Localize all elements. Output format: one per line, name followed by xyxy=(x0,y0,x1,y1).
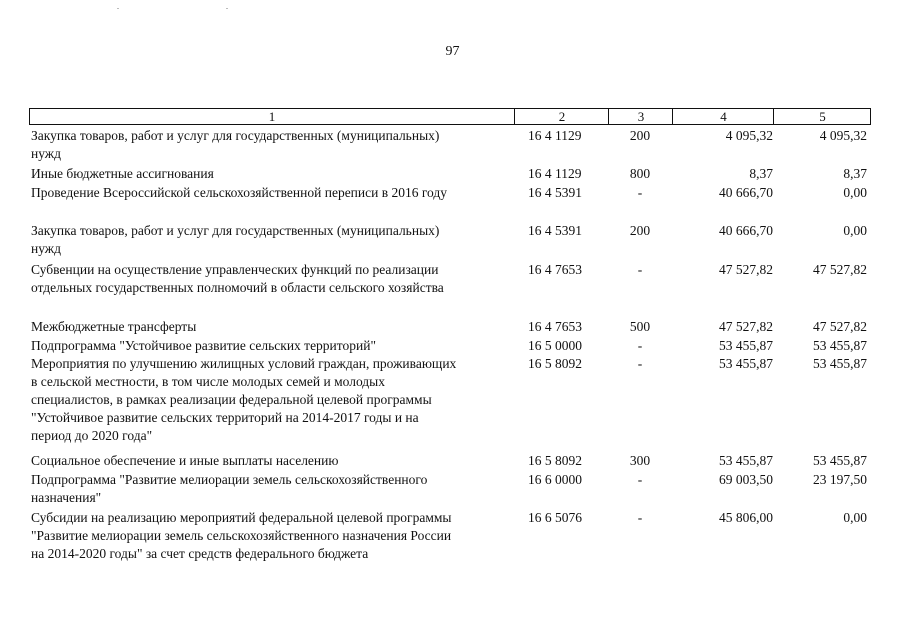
header-col-5: 5 xyxy=(773,109,871,124)
row-amount-2: 0,00 xyxy=(843,510,867,525)
row-amount-2: 53 455,87 xyxy=(813,338,867,353)
row-name: Подпрограмма "Устойчивое развитие сельских территорий" xyxy=(31,338,376,353)
row-amount-2: 0,00 xyxy=(843,185,867,200)
header-col-3: 3 xyxy=(608,109,673,124)
table-header xyxy=(29,108,871,125)
row-code: 16 4 5391 xyxy=(528,185,582,200)
row-amount-1: 53 455,87 xyxy=(719,338,773,353)
row-name: Субвенции на осуществление управленческих функций по реализации отдельных государственных полномочий в области сельского хозяйства xyxy=(31,262,444,295)
row-code: 16 6 0000 xyxy=(528,472,582,487)
row-code: 16 5 8092 xyxy=(528,356,582,371)
row-amount-2: 53 455,87 xyxy=(813,453,867,468)
row-amount-1: 53 455,87 xyxy=(719,453,773,468)
row-name: Закупка товаров, работ и услуг для государственных (муниципальных) нужд xyxy=(31,128,440,161)
row-amount-1: 45 806,00 xyxy=(719,510,773,525)
row-name: Субсидии на реализацию мероприятий федеральной целевой программы "Развитие мелиорации земель сельскохозяйственного назначения России на 2014-2020 годы" за счет средств федерального бюджета xyxy=(31,510,452,561)
row-amount-1: 40 666,70 xyxy=(719,185,773,200)
row-amount-1: 69 003,50 xyxy=(719,472,773,487)
row-amount-2: 23 197,50 xyxy=(813,472,867,487)
row-name: Межбюджетные трансферты xyxy=(31,319,197,334)
row-code: 16 4 1129 xyxy=(528,128,582,143)
row-name: Проведение Всероссийской сельскохозяйственной переписи в 2016 году xyxy=(31,185,448,200)
row-code: 16 4 7653 xyxy=(528,262,582,277)
row-expense-type: - xyxy=(637,185,643,200)
row-code: 16 4 7653 xyxy=(528,319,582,334)
row-name: Мероприятия по улучшению жилищных условий граждан, проживающих в сельской местности, в том числе молодых семей и молодых специалистов, в рамках реализации федеральной целевой программы "Устойчивое развитие сельских территорий на 2014-2017 годы и на период до 2020 года" xyxy=(31,356,457,443)
row-code: 16 4 1129 xyxy=(528,166,582,181)
header-col-4: 4 xyxy=(672,109,774,124)
row-amount-1: 53 455,87 xyxy=(719,356,773,371)
row-name: Социальное обеспечение и иные выплаты населению xyxy=(31,453,339,468)
row-amount-2: 0,00 xyxy=(843,223,867,238)
row-expense-type: 300 xyxy=(629,453,651,468)
row-amount-2: 4 095,32 xyxy=(819,128,867,143)
row-expense-type: - xyxy=(637,510,643,525)
row-code: 16 4 5391 xyxy=(528,223,582,238)
row-expense-type: 200 xyxy=(629,223,651,238)
row-code: 16 5 0000 xyxy=(528,338,582,353)
row-amount-1: 47 527,82 xyxy=(719,319,773,334)
row-code: 16 6 5076 xyxy=(528,510,582,525)
row-expense-type: - xyxy=(637,356,643,371)
row-amount-1: 4 095,32 xyxy=(725,128,773,143)
row-amount-2: 8,37 xyxy=(843,166,867,181)
row-amount-1: 8,37 xyxy=(749,166,773,181)
row-amount-2: 53 455,87 xyxy=(813,356,867,371)
row-name: Подпрограмма "Развитие мелиорации земель сельскохозяйственного назначения" xyxy=(31,472,428,505)
row-expense-type: 500 xyxy=(629,319,651,334)
row-expense-type: - xyxy=(637,472,643,487)
row-expense-type: - xyxy=(637,338,643,353)
row-amount-2: 47 527,82 xyxy=(813,319,867,334)
row-amount-2: 47 527,82 xyxy=(813,262,867,277)
row-name: Закупка товаров, работ и услуг для государственных (муниципальных) нужд xyxy=(31,223,440,256)
row-name: Иные бюджетные ассигнования xyxy=(31,166,214,181)
row-expense-type: - xyxy=(637,262,643,277)
row-amount-1: 47 527,82 xyxy=(719,262,773,277)
row-code: 16 5 8092 xyxy=(528,453,582,468)
row-amount-1: 40 666,70 xyxy=(719,223,773,238)
row-expense-type: 800 xyxy=(629,166,651,181)
header-col-1: 1 xyxy=(268,109,276,124)
row-expense-type: 200 xyxy=(629,128,651,143)
page-number: 97 xyxy=(445,44,460,59)
header-col-2: 2 xyxy=(514,109,609,124)
